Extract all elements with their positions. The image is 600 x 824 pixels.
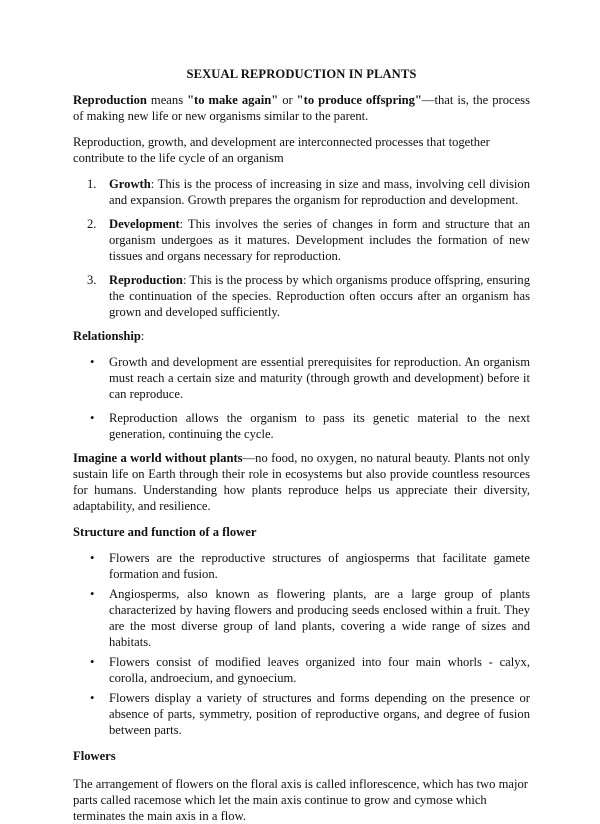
numbered-list [73, 176, 530, 320]
flowers-heading: Flowers [73, 749, 116, 763]
list-term: Growth [109, 177, 151, 191]
list-text: Flowers consist of modified leaves organized into four main whorls - calyx, corolla, androecium, and gynoecium. [109, 655, 530, 685]
bullet-icon: • [90, 551, 95, 565]
intro-means: means [146, 93, 188, 107]
flowers-paragraph: The arrangement of flowers on the floral axis is called inflorescence, which has two major parts called racemose which let the main axis continue to grow and cymose which terminates the main axis in a flow. [73, 777, 528, 823]
intro-paragraph [73, 92, 530, 124]
intro-rest: —that is, the process of making new life or new organisms similar to the parent. [73, 93, 530, 123]
list-item [73, 176, 530, 208]
list-text: Flowers display a variety of structures and forms depending on the presence or absence of parts, symmetry, position of reproductive organs, and degree of fusion between parts. [109, 691, 530, 737]
list-term: Development [109, 217, 180, 231]
intro-quote-2: "to produce offspring" [296, 93, 422, 107]
imagine-paragraph [73, 450, 530, 514]
list-item [73, 272, 530, 320]
list-item [73, 654, 530, 686]
interconnected-paragraph: Reproduction, growth, and development are interconnected processes that together contribute to the life cycle of an organism [73, 135, 490, 165]
list-number: 3. [87, 273, 97, 287]
intro-quote-1: "to make again" [187, 93, 279, 107]
intro-or: or [278, 93, 297, 107]
imagine-lead: Imagine a world without plants [73, 451, 243, 465]
list-text: Reproduction allows the organism to pass its genetic material to the next generation, continuing the cycle. [109, 411, 530, 441]
list-number: 1. [87, 177, 97, 191]
list-text: : This involves the series of changes in form and structure that an organism undergoes as it matures. Development includes the formation of new tissues and organs necessary for reproduction. [109, 217, 530, 263]
list-item [73, 216, 530, 264]
list-number: 2. [87, 217, 97, 231]
relationship-colon: : [140, 329, 145, 343]
bullet-icon: • [90, 655, 95, 669]
page-title: SEXUAL REPRODUCTION IN PLANTS [186, 67, 417, 81]
list-term: Reproduction [109, 273, 183, 287]
list-text: Flowers are the reproductive structures of angiosperms that facilitate gamete formation and fusion. [109, 551, 530, 581]
list-text: Growth and development are essential prerequisites for reproduction. An organism must reach a certain size and maturity (through growth and development) before it can reproduce. [109, 355, 530, 401]
structure-list [73, 550, 530, 738]
structure-heading: Structure and function of a flower [73, 525, 257, 539]
bullet-icon: • [90, 587, 95, 601]
list-item [73, 586, 530, 650]
bullet-icon: • [90, 691, 95, 705]
relationship-heading [73, 328, 530, 344]
list-text: : This is the process by which organisms produce offspring, ensuring the continuation of the species. Reproduction often occurs after an organism has grown and developed sufficiently. [109, 273, 530, 319]
relationship-heading-text: Relationship [73, 329, 141, 343]
bullet-icon: • [90, 411, 95, 425]
bullet-icon: • [90, 355, 95, 369]
imagine-rest: —no food, no oxygen, no natural beauty. Plants not only sustain life on Earth through their role in ecosystems but also provide countless resources for humans. Understanding how plants reproduce helps us appreciate their diversity, adaptability, and resilience. [73, 451, 530, 513]
list-text: Angiosperms, also known as flowering plants, are a large group of plants characterized by having flowers and producing seeds enclosed within a fruit. They are the most diverse group of land plants, covering a wide range of sizes and habitats. [109, 587, 530, 649]
list-item [73, 354, 530, 402]
list-text: : This is the process of increasing in size and mass, involving cell division and expansion. Growth prepares the organism for reproduction and development. [109, 177, 530, 207]
relationship-list [73, 354, 530, 442]
intro-term: Reproduction [73, 93, 147, 107]
list-item [73, 690, 530, 738]
list-item [73, 550, 530, 582]
list-item [73, 410, 530, 442]
